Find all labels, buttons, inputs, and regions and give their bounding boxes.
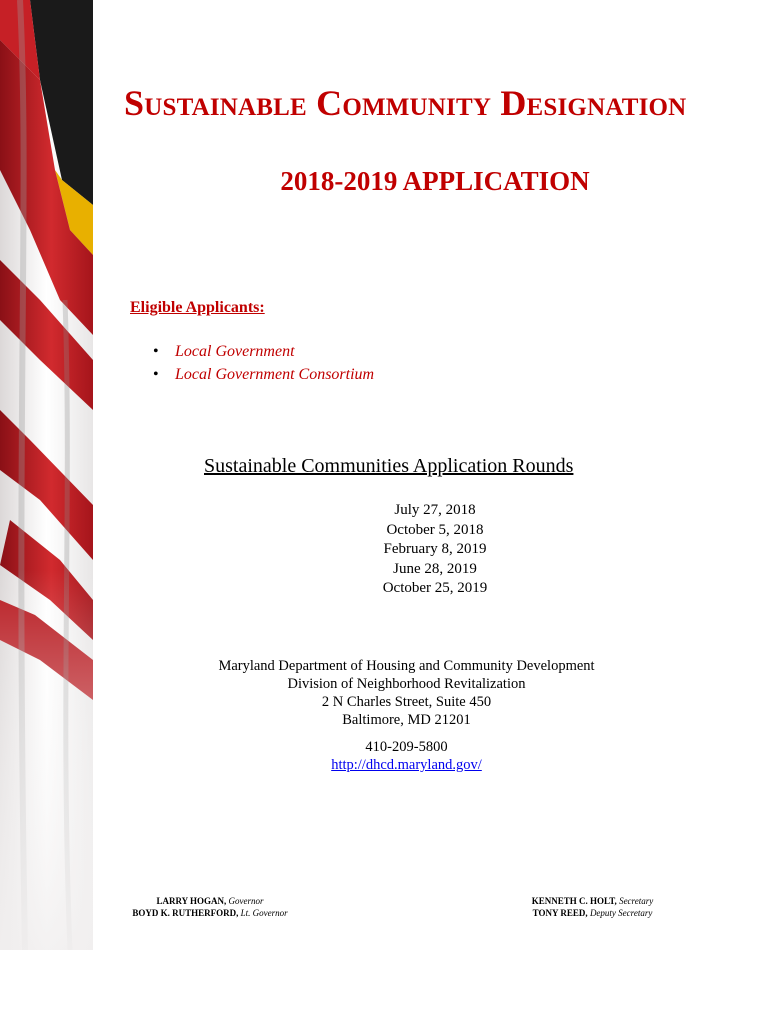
official-name: TONY REED, <box>532 908 588 918</box>
official-role: Governor <box>228 896 264 906</box>
maryland-flag-image <box>0 0 93 950</box>
list-item <box>153 363 374 386</box>
street-address: 2 N Charles Street, Suite 450 <box>321 694 492 710</box>
bullet-icon: • <box>153 366 159 383</box>
bullet-icon: • <box>153 343 159 360</box>
governor-officials <box>120 895 300 919</box>
round-date: October 5, 2018 <box>386 521 484 538</box>
division-name: Division of Neighborhood Revitalization <box>287 676 526 692</box>
eligible-item-label: Local Government Consortium <box>175 366 375 383</box>
department-name: Maryland Department of Housing and Community Development <box>218 658 595 674</box>
eligible-item-label: Local Government <box>175 343 295 360</box>
round-date: July 27, 2018 <box>394 502 476 518</box>
list-item <box>153 340 374 363</box>
website-link[interactable]: http://dhcd.maryland.gov/ <box>331 757 482 773</box>
city-address: Baltimore, MD 21201 <box>342 712 471 728</box>
official-role: Lt. Governor <box>240 908 288 918</box>
official-role: Deputy Secretary <box>589 908 653 918</box>
page-title: Sustainable Community Designation <box>124 83 687 123</box>
application-rounds-heading: Sustainable Communities Application Rounds <box>204 455 574 477</box>
eligible-applicants-heading: Eligible Applicants: <box>130 299 265 316</box>
round-date: June 28, 2019 <box>393 560 477 577</box>
official-name: LARRY HOGAN, <box>156 896 227 906</box>
contact-address <box>0 657 770 729</box>
secretary-officials <box>520 895 665 919</box>
phone-number: 410-209-5800 <box>365 739 448 755</box>
contact-phone-web <box>0 738 770 774</box>
application-year-heading: 2018-2019 APPLICATION <box>280 166 590 196</box>
official-name: BOYD K. RUTHERFORD, <box>132 908 239 918</box>
eligible-applicants-list <box>153 340 374 386</box>
official-name: KENNETH C. HOLT, <box>531 896 617 906</box>
round-date: October 25, 2019 <box>382 580 488 596</box>
application-rounds-dates <box>0 501 770 599</box>
official-role: Secretary <box>619 896 654 906</box>
round-date: February 8, 2019 <box>383 541 487 557</box>
